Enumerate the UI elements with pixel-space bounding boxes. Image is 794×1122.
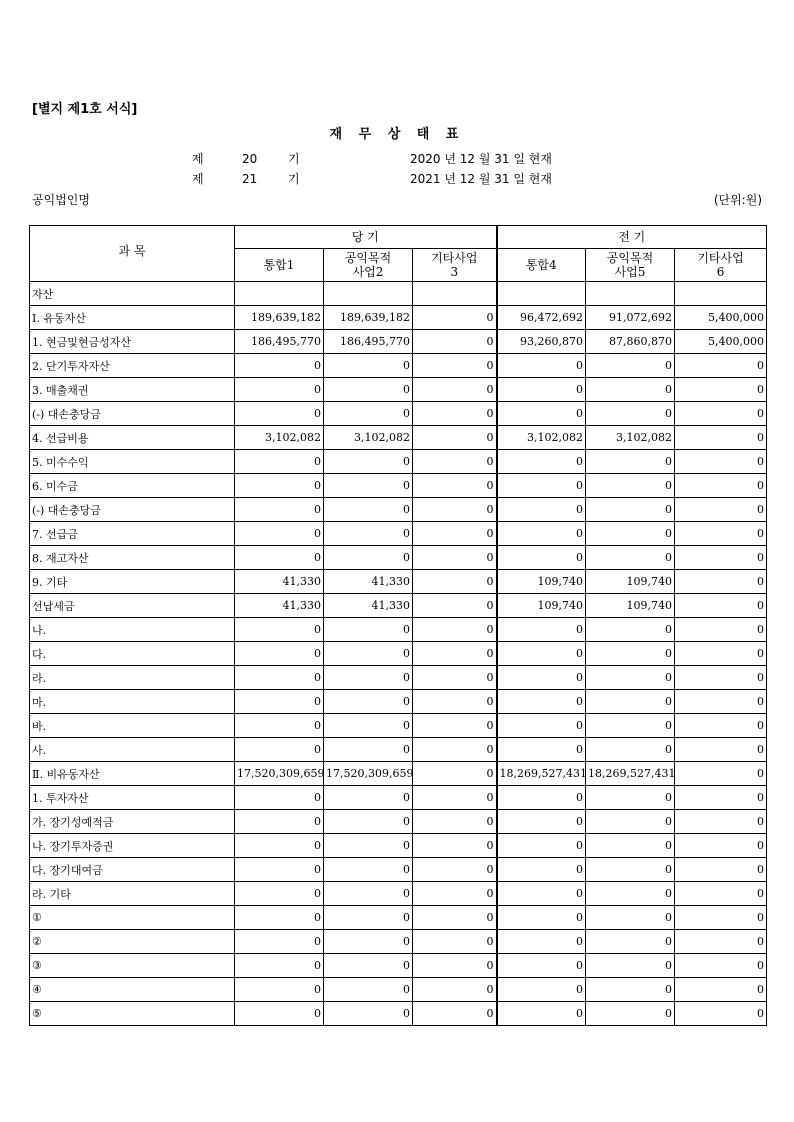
value-cell: 0 xyxy=(497,786,586,810)
value-cell: 0 xyxy=(235,930,324,954)
row-label: Ⅱ. 비유동자산 xyxy=(30,762,235,786)
table-row xyxy=(30,810,767,834)
value-cell: 0 xyxy=(413,738,497,762)
value-cell: 189,639,182 xyxy=(324,306,413,330)
value-cell: 0 xyxy=(235,666,324,690)
value-cell: 0 xyxy=(586,906,675,930)
value-cell xyxy=(497,282,586,306)
value-cell: 0 xyxy=(497,354,586,378)
value-cell: 0 xyxy=(586,354,675,378)
value-cell: 0 xyxy=(324,690,413,714)
value-cell: 0 xyxy=(413,546,497,570)
column-header: 기타사업 6 xyxy=(675,249,767,282)
value-cell: 109,740 xyxy=(497,594,586,618)
value-cell: 0 xyxy=(413,954,497,978)
value-cell: 0 xyxy=(324,618,413,642)
value-cell: 0 xyxy=(586,378,675,402)
value-cell: 0 xyxy=(235,642,324,666)
value-cell xyxy=(413,282,497,306)
value-cell: 0 xyxy=(235,1002,324,1026)
value-cell: 0 xyxy=(497,690,586,714)
value-cell: 0 xyxy=(586,618,675,642)
value-cell: 0 xyxy=(235,834,324,858)
value-cell: 0 xyxy=(324,882,413,906)
value-cell: 3,102,082 xyxy=(586,426,675,450)
period-je: 제 xyxy=(192,152,204,166)
value-cell: 109,740 xyxy=(586,570,675,594)
value-cell: 0 xyxy=(586,1002,675,1026)
value-cell: 0 xyxy=(497,714,586,738)
table-row xyxy=(30,906,767,930)
value-cell: 0 xyxy=(586,690,675,714)
value-cell: 0 xyxy=(324,738,413,762)
value-cell: 0 xyxy=(675,498,767,522)
value-cell: 0 xyxy=(675,762,767,786)
column-header: 공익목적 사업5 xyxy=(586,249,675,282)
value-cell: 0 xyxy=(497,906,586,930)
table-row xyxy=(30,330,767,354)
value-cell: 109,740 xyxy=(497,570,586,594)
value-cell: 0 xyxy=(586,930,675,954)
table-row xyxy=(30,594,767,618)
table-row xyxy=(30,762,767,786)
value-cell: 0 xyxy=(413,378,497,402)
value-cell: 0 xyxy=(675,474,767,498)
table-row xyxy=(30,378,767,402)
value-cell: 0 xyxy=(675,786,767,810)
table-row xyxy=(30,402,767,426)
row-label: 마. xyxy=(30,690,235,714)
row-label: ③ xyxy=(30,954,235,978)
value-cell: 186,495,770 xyxy=(324,330,413,354)
value-cell: 0 xyxy=(675,522,767,546)
row-label: Ⅰ. 유동자산 xyxy=(30,306,235,330)
item-header: 과 목 xyxy=(30,226,235,282)
value-cell: 0 xyxy=(235,810,324,834)
period-date: 2020 년 12 월 31 일 현재 xyxy=(410,152,552,166)
value-cell: 0 xyxy=(497,450,586,474)
period-date: 2021 년 12 월 31 일 현재 xyxy=(410,172,552,186)
value-cell: 0 xyxy=(497,1002,586,1026)
form-number-label: [별지 제1호 서식] xyxy=(32,102,138,117)
value-cell xyxy=(675,282,767,306)
balance-sheet-table xyxy=(29,225,767,1026)
value-cell: 0 xyxy=(497,882,586,906)
value-cell: 0 xyxy=(324,858,413,882)
value-cell: 0 xyxy=(586,810,675,834)
value-cell: 0 xyxy=(413,402,497,426)
value-cell: 0 xyxy=(235,546,324,570)
row-label: 8. 재고자산 xyxy=(30,546,235,570)
column-header: 공익목적 사업2 xyxy=(324,249,413,282)
value-cell: 0 xyxy=(324,378,413,402)
value-cell: 0 xyxy=(324,978,413,1002)
row-label: 나. 장기투자증권 xyxy=(30,834,235,858)
value-cell: 0 xyxy=(413,426,497,450)
table-row xyxy=(30,882,767,906)
value-cell: 0 xyxy=(675,978,767,1002)
value-cell: 0 xyxy=(497,402,586,426)
value-cell: 0 xyxy=(675,834,767,858)
column-header: 통합4 xyxy=(497,249,586,282)
value-cell: 0 xyxy=(586,954,675,978)
value-cell: 0 xyxy=(413,906,497,930)
value-cell: 5,400,000 xyxy=(675,306,767,330)
value-cell: 0 xyxy=(324,954,413,978)
row-label: 바. xyxy=(30,714,235,738)
value-cell: 189,639,182 xyxy=(235,306,324,330)
row-label: 6. 미수금 xyxy=(30,474,235,498)
value-cell: 0 xyxy=(675,738,767,762)
document-title: 재 무 상 태 표 xyxy=(329,127,465,142)
value-cell: 3,102,082 xyxy=(497,426,586,450)
column-header: 기타사업 3 xyxy=(413,249,497,282)
table-row xyxy=(30,642,767,666)
value-cell: 0 xyxy=(324,714,413,738)
period-number: 21 xyxy=(242,172,258,186)
value-cell: 0 xyxy=(413,450,497,474)
value-cell: 0 xyxy=(497,738,586,762)
value-cell: 0 xyxy=(235,378,324,402)
value-cell: 0 xyxy=(586,522,675,546)
row-label: 사. xyxy=(30,738,235,762)
period-gi: 기 xyxy=(288,172,300,186)
value-cell: 0 xyxy=(413,834,497,858)
value-cell: 0 xyxy=(413,618,497,642)
value-cell: 0 xyxy=(413,978,497,1002)
value-cell: 0 xyxy=(413,474,497,498)
period-je: 제 xyxy=(192,172,204,186)
row-label: 라. 기타 xyxy=(30,882,235,906)
value-cell: 0 xyxy=(497,618,586,642)
value-cell: 0 xyxy=(675,402,767,426)
table-row xyxy=(30,714,767,738)
value-cell: 0 xyxy=(235,954,324,978)
value-cell: 0 xyxy=(324,786,413,810)
row-label: 3. 매출채권 xyxy=(30,378,235,402)
table-row xyxy=(30,618,767,642)
value-cell: 0 xyxy=(413,786,497,810)
value-cell: 0 xyxy=(235,402,324,426)
value-cell: 0 xyxy=(235,906,324,930)
value-cell: 0 xyxy=(235,522,324,546)
value-cell: 0 xyxy=(497,978,586,1002)
table-row xyxy=(30,522,767,546)
value-cell: 0 xyxy=(675,666,767,690)
value-cell: 18,269,527,431 xyxy=(497,762,586,786)
value-cell: 0 xyxy=(586,642,675,666)
table-row xyxy=(30,786,767,810)
value-cell: 5,400,000 xyxy=(675,330,767,354)
value-cell: 0 xyxy=(413,522,497,546)
value-cell: 0 xyxy=(413,714,497,738)
row-label: 1. 투자자산 xyxy=(30,786,235,810)
row-label: (-) 대손충당금 xyxy=(30,402,235,426)
value-cell: 0 xyxy=(413,882,497,906)
row-label: 2. 단기투자자산 xyxy=(30,354,235,378)
value-cell: 0 xyxy=(675,618,767,642)
value-cell: 0 xyxy=(497,498,586,522)
value-cell: 0 xyxy=(497,810,586,834)
value-cell: 0 xyxy=(586,474,675,498)
table-row xyxy=(30,426,767,450)
value-cell: 96,472,692 xyxy=(497,306,586,330)
value-cell: 0 xyxy=(497,546,586,570)
value-cell: 186,495,770 xyxy=(235,330,324,354)
value-cell: 0 xyxy=(413,498,497,522)
value-cell: 0 xyxy=(586,402,675,426)
value-cell: 0 xyxy=(324,906,413,930)
table-row xyxy=(30,498,767,522)
value-cell: 0 xyxy=(497,474,586,498)
value-cell: 0 xyxy=(497,858,586,882)
period-gi: 기 xyxy=(288,152,300,166)
value-cell: 87,860,870 xyxy=(586,330,675,354)
value-cell: 0 xyxy=(675,930,767,954)
value-cell: 0 xyxy=(235,618,324,642)
value-cell: 41,330 xyxy=(324,594,413,618)
value-cell: 0 xyxy=(413,762,497,786)
table-row xyxy=(30,450,767,474)
table-row xyxy=(30,306,767,330)
value-cell: 0 xyxy=(497,954,586,978)
organization-name: 공익법인명 xyxy=(32,193,90,207)
value-cell: 0 xyxy=(324,450,413,474)
value-cell: 0 xyxy=(324,834,413,858)
value-cell: 93,260,870 xyxy=(497,330,586,354)
table-row xyxy=(30,858,767,882)
value-cell: 0 xyxy=(413,594,497,618)
row-label: 선납세금 xyxy=(30,594,235,618)
value-cell: 0 xyxy=(586,786,675,810)
row-label: 라. xyxy=(30,666,235,690)
value-cell: 0 xyxy=(586,978,675,1002)
table-row xyxy=(30,474,767,498)
value-cell: 0 xyxy=(324,810,413,834)
value-cell: 0 xyxy=(675,906,767,930)
value-cell: 0 xyxy=(413,642,497,666)
value-cell: 0 xyxy=(675,882,767,906)
value-cell: 18,269,527,431 xyxy=(586,762,675,786)
value-cell: 0 xyxy=(497,930,586,954)
value-cell: 0 xyxy=(586,834,675,858)
current-period-header: 당 기 xyxy=(235,226,497,249)
value-cell: 0 xyxy=(235,450,324,474)
value-cell: 0 xyxy=(324,522,413,546)
value-cell: 0 xyxy=(675,594,767,618)
value-cell: 0 xyxy=(235,474,324,498)
value-cell: 0 xyxy=(324,1002,413,1026)
value-cell: 0 xyxy=(497,666,586,690)
table-row xyxy=(30,354,767,378)
value-cell: 0 xyxy=(413,666,497,690)
value-cell: 0 xyxy=(675,642,767,666)
value-cell: 0 xyxy=(235,882,324,906)
row-label: 가. 장기성예적금 xyxy=(30,810,235,834)
unit-label: (단위:원) xyxy=(713,193,762,207)
value-cell: 0 xyxy=(413,930,497,954)
value-cell: 0 xyxy=(675,546,767,570)
value-cell: 0 xyxy=(675,426,767,450)
value-cell: 0 xyxy=(675,954,767,978)
value-cell: 0 xyxy=(675,450,767,474)
value-cell: 41,330 xyxy=(235,570,324,594)
value-cell: 0 xyxy=(235,690,324,714)
table-row xyxy=(30,546,767,570)
table-row xyxy=(30,666,767,690)
value-cell: 0 xyxy=(324,474,413,498)
row-label: 9. 기타 xyxy=(30,570,235,594)
table-row xyxy=(30,1002,767,1026)
row-label: ④ xyxy=(30,978,235,1002)
value-cell: 0 xyxy=(235,858,324,882)
period-number: 20 xyxy=(242,152,258,166)
value-cell: 0 xyxy=(235,978,324,1002)
value-cell: 0 xyxy=(586,738,675,762)
value-cell: 91,072,692 xyxy=(586,306,675,330)
value-cell: 0 xyxy=(235,714,324,738)
value-cell: 0 xyxy=(497,522,586,546)
table-row xyxy=(30,978,767,1002)
value-cell: 0 xyxy=(324,402,413,426)
value-cell: 17,520,309,659 xyxy=(235,762,324,786)
value-cell: 0 xyxy=(586,498,675,522)
table-row xyxy=(30,282,767,306)
table-row xyxy=(30,738,767,762)
value-cell: 0 xyxy=(675,810,767,834)
row-label: ⑤ xyxy=(30,1002,235,1026)
value-cell: 41,330 xyxy=(235,594,324,618)
value-cell: 0 xyxy=(586,714,675,738)
value-cell: 0 xyxy=(586,450,675,474)
value-cell: 0 xyxy=(413,810,497,834)
value-cell: 41,330 xyxy=(324,570,413,594)
row-label: 4. 선급비용 xyxy=(30,426,235,450)
value-cell: 0 xyxy=(413,354,497,378)
table-row xyxy=(30,930,767,954)
table-row xyxy=(30,570,767,594)
value-cell: 17,520,309,659 xyxy=(324,762,413,786)
row-label: (-) 대손충당금 xyxy=(30,498,235,522)
value-cell: 0 xyxy=(675,858,767,882)
value-cell: 0 xyxy=(324,498,413,522)
value-cell: 0 xyxy=(324,642,413,666)
value-cell: 0 xyxy=(586,666,675,690)
value-cell: 0 xyxy=(235,354,324,378)
value-cell: 0 xyxy=(675,354,767,378)
value-cell: 0 xyxy=(675,690,767,714)
value-cell xyxy=(586,282,675,306)
table-row xyxy=(30,954,767,978)
value-cell: 0 xyxy=(675,570,767,594)
value-cell xyxy=(324,282,413,306)
value-cell: 0 xyxy=(413,1002,497,1026)
value-cell: 0 xyxy=(235,498,324,522)
row-label: 1. 현금및현금성자산 xyxy=(30,330,235,354)
table-row xyxy=(30,834,767,858)
value-cell: 0 xyxy=(586,882,675,906)
value-cell: 0 xyxy=(324,354,413,378)
row-label: 5. 미수수익 xyxy=(30,450,235,474)
row-label: 나. xyxy=(30,618,235,642)
row-label: 다. 장기대여금 xyxy=(30,858,235,882)
table-row xyxy=(30,690,767,714)
value-cell: 0 xyxy=(413,306,497,330)
value-cell xyxy=(235,282,324,306)
value-cell: 0 xyxy=(675,714,767,738)
value-cell: 0 xyxy=(497,834,586,858)
value-cell: 0 xyxy=(497,378,586,402)
prior-period-header: 전 기 xyxy=(497,226,767,249)
row-label: 다. xyxy=(30,642,235,666)
value-cell: 3,102,082 xyxy=(324,426,413,450)
value-cell: 109,740 xyxy=(586,594,675,618)
value-cell: 0 xyxy=(324,666,413,690)
row-label: 7. 선급금 xyxy=(30,522,235,546)
value-cell: 0 xyxy=(413,570,497,594)
value-cell: 0 xyxy=(324,930,413,954)
row-label: ① xyxy=(30,906,235,930)
row-label: ② xyxy=(30,930,235,954)
value-cell: 0 xyxy=(675,1002,767,1026)
value-cell: 0 xyxy=(497,642,586,666)
value-cell: 0 xyxy=(675,378,767,402)
column-header: 통합1 xyxy=(235,249,324,282)
value-cell: 3,102,082 xyxy=(235,426,324,450)
value-cell: 0 xyxy=(586,858,675,882)
row-label: 자산 xyxy=(30,282,235,306)
value-cell: 0 xyxy=(324,546,413,570)
value-cell: 0 xyxy=(235,738,324,762)
value-cell: 0 xyxy=(413,690,497,714)
value-cell: 0 xyxy=(586,546,675,570)
value-cell: 0 xyxy=(235,786,324,810)
value-cell: 0 xyxy=(413,858,497,882)
value-cell: 0 xyxy=(413,330,497,354)
